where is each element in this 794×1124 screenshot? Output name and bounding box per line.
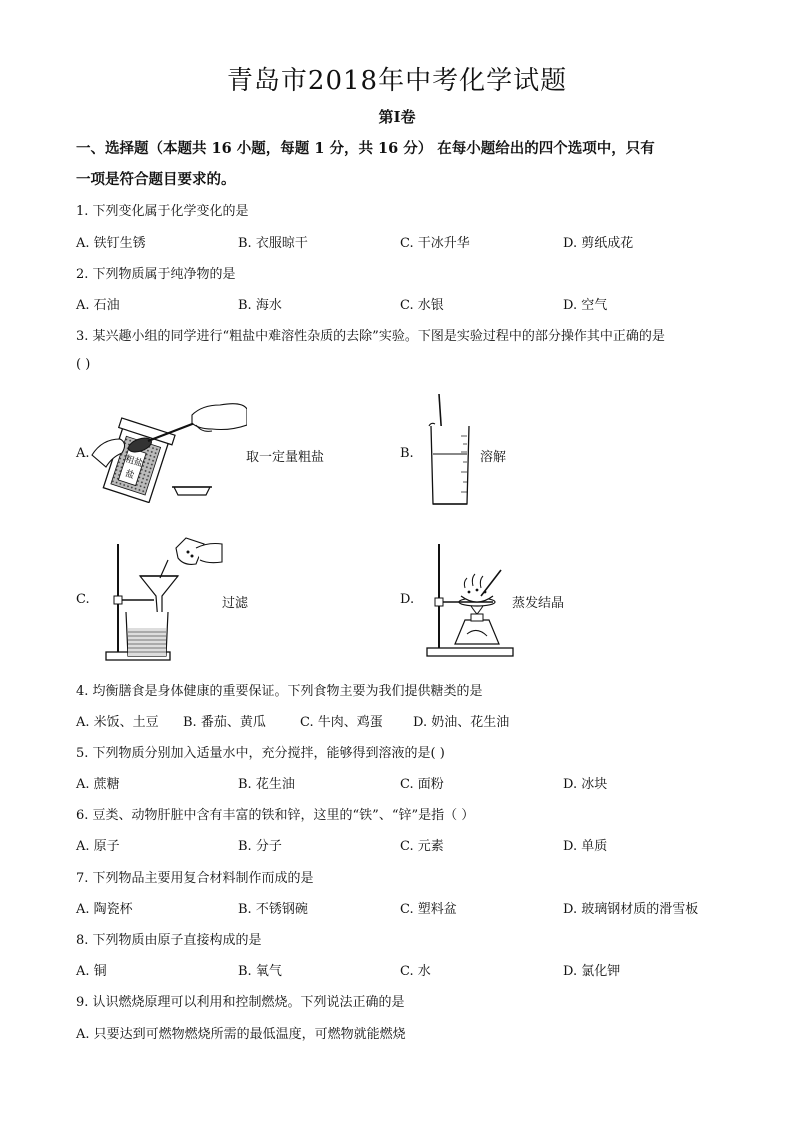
q5-option-b: B. 花生油 <box>238 777 295 792</box>
q4-option-a: A. 米饭、土豆 <box>76 715 159 730</box>
jar-label-text: 粗盐 <box>123 454 144 470</box>
q1-option-c: C. 干冰升华 <box>400 236 470 251</box>
q2-option-d: D. 空气 <box>563 298 608 313</box>
q5-option-d: D. 冰块 <box>563 777 608 792</box>
beaker-stirring-illustration <box>425 392 475 510</box>
q2-option-b: B. 海水 <box>238 298 282 313</box>
q6-option-a: A. 原子 <box>76 839 120 854</box>
q3-figure-c-letter: C. <box>76 592 90 607</box>
svg-text:盐: 盐 <box>123 469 136 482</box>
q8-option-d: D. 氯化钾 <box>563 964 621 979</box>
q1-option-d: D. 剪纸成花 <box>563 236 634 251</box>
evaporation-apparatus-illustration <box>425 540 515 658</box>
q1-option-b: B. 衣服晾干 <box>238 236 308 251</box>
question-2-stem: 2. 下列物质属于纯净物的是 <box>76 267 236 282</box>
q3-figure-d-caption: 蒸发结晶 <box>512 596 565 611</box>
q3-figure-a-letter: A. <box>76 446 90 461</box>
q8-option-c: C. 水 <box>400 964 431 979</box>
q6-option-c: C. 元素 <box>400 839 444 854</box>
q4-option-c: C. 牛肉、鸡蛋 <box>300 715 383 730</box>
q7-option-a: A. 陶瓷杯 <box>76 902 133 917</box>
volume-heading: 第Ⅰ卷 <box>378 108 416 126</box>
q7-option-c: C. 塑料盆 <box>400 902 457 917</box>
q6-option-d: D. 单质 <box>563 839 608 854</box>
q6-option-b: B. 分子 <box>238 839 282 854</box>
q4-option-b: B. 番茄、黄瓜 <box>183 715 266 730</box>
q3-figure-c-caption: 过滤 <box>222 596 249 611</box>
question-5-stem: 5. 下列物质分别加入适量水中，充分搅拌，能够得到溶液的是( ) <box>76 746 445 761</box>
q3-figure-b-letter: B. <box>400 446 414 461</box>
q9-option-a: A. 只要达到可燃物燃烧所需的最低温度，可燃物就能燃烧 <box>76 1027 406 1042</box>
q3-figure-d-letter: D. <box>400 592 415 607</box>
question-7-stem: 7. 下列物品主要用复合材料制作而成的是 <box>76 871 314 886</box>
q5-option-a: A. 蔗糖 <box>76 777 120 792</box>
q7-option-b: B. 不锈钢碗 <box>238 902 308 917</box>
coarse-salt-scoop-illustration <box>82 395 247 503</box>
question-3-answer-blank: ( ) <box>76 357 91 372</box>
question-1-stem: 1. 下列变化属于化学变化的是 <box>76 204 249 219</box>
q5-option-c: C. 面粉 <box>400 777 444 792</box>
q1-option-a: A. 铁钉生锈 <box>76 236 146 251</box>
q8-option-b: B. 氧气 <box>238 964 282 979</box>
question-4-stem: 4. 均衡膳食是身体健康的重要保证。下列食物主要为我们提供糖类的是 <box>76 684 483 699</box>
q3-figure-a-caption: 取一定量粗盐 <box>246 450 325 465</box>
question-6-stem: 6. 豆类、动物肝脏中含有丰富的铁和锌，这里的“铁”、“锌”是指（ ） <box>76 808 475 823</box>
q7-option-d: D. 玻璃钢材质的滑雪板 <box>563 902 699 917</box>
section-heading-line2: 一项是符合题目要求的。 <box>76 171 236 188</box>
q8-option-a: A. 铜 <box>76 964 107 979</box>
filtration-apparatus-illustration <box>104 534 224 662</box>
question-8-stem: 8. 下列物质由原子直接构成的是 <box>76 933 262 948</box>
q2-option-a: A. 石油 <box>76 298 120 313</box>
page-title: 青岛市2018年中考化学试题 <box>226 66 568 96</box>
q4-option-d: D. 奶油、花生油 <box>413 715 510 730</box>
question-3-stem: 3. 某兴趣小组的同学进行“粗盐中难溶性杂质的去除”实验。下图是实验过程中的部分操作其中正确的是 <box>76 329 665 344</box>
question-9-stem: 9. 认识燃烧原理可以利用和控制燃烧。下列说法正确的是 <box>76 995 405 1010</box>
q3-figure-b-caption: 溶解 <box>480 450 507 465</box>
section-heading-line1: 一、选择题（本题共 16 小题，每题 1 分，共 16 分） 在每小题给出的四个选项中，只有 <box>76 140 655 157</box>
q2-option-c: C. 水银 <box>400 298 444 313</box>
